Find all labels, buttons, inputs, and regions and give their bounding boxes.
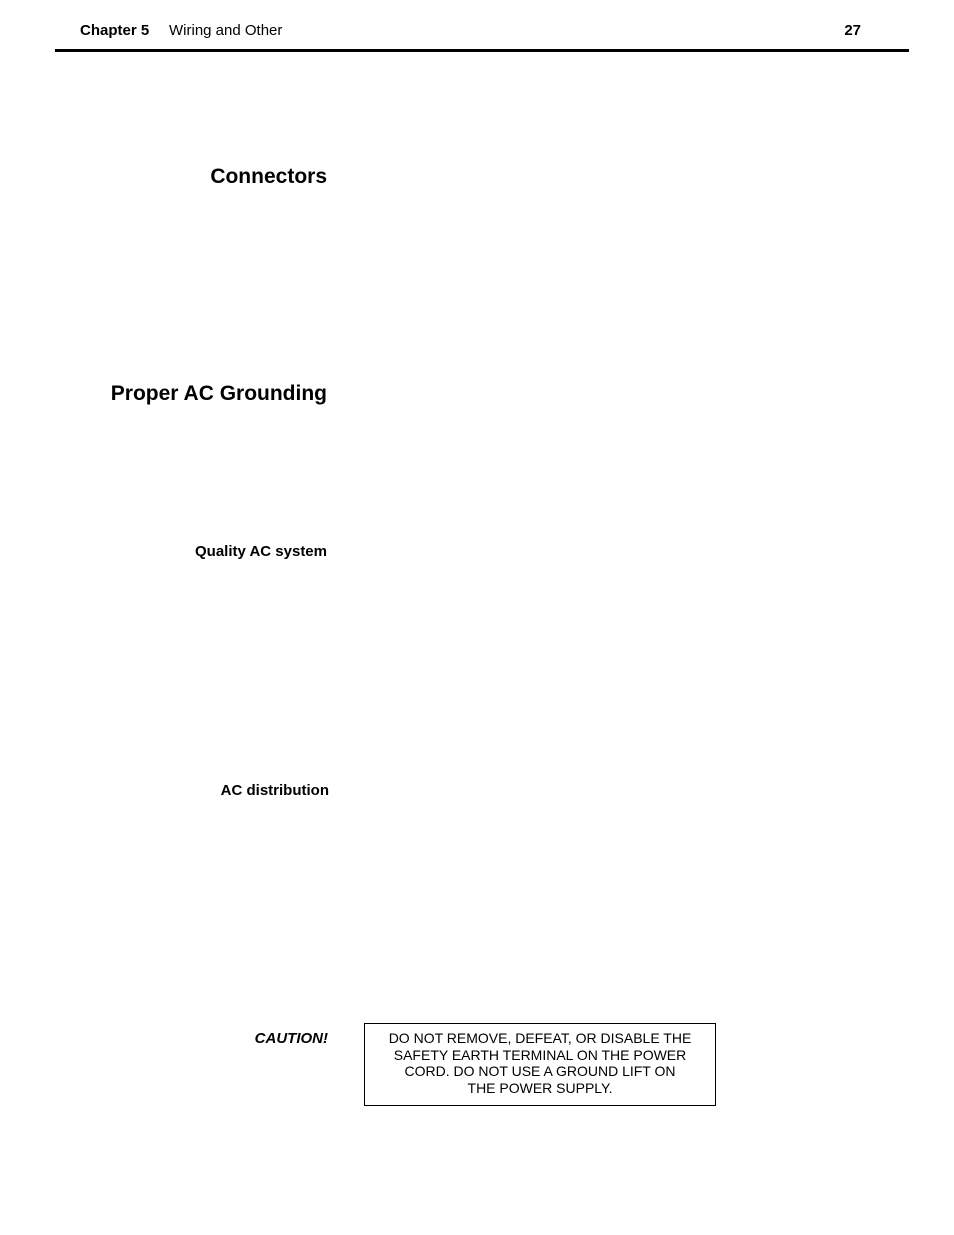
page-header: [55, 0, 909, 52]
subheading-quality-ac-system: Quality AC system: [195, 543, 327, 560]
caution-text-line: DO NOT REMOVE, DEFEAT, OR DISABLE THE: [388, 1030, 692, 1046]
heading-connectors: Connectors: [210, 165, 327, 188]
subheading-ac-distribution: AC distribution: [220, 782, 329, 799]
caution-text-line: SAFETY EARTH TERMINAL ON THE POWER: [393, 1046, 687, 1063]
chapter-label: Chapter 5: [80, 22, 150, 39]
caution-text-line: CORD. DO NOT USE A GROUND LIFT ON: [404, 1063, 676, 1079]
heading-proper-ac-grounding: Proper AC Grounding: [110, 382, 327, 405]
caution-text-line: THE POWER SUPPLY.: [467, 1079, 613, 1096]
caution-label: CAUTION!: [254, 1030, 328, 1047]
page-number: 27: [844, 22, 861, 39]
caution-box: [364, 1023, 716, 1106]
chapter-title: Wiring and Other: [169, 22, 283, 39]
